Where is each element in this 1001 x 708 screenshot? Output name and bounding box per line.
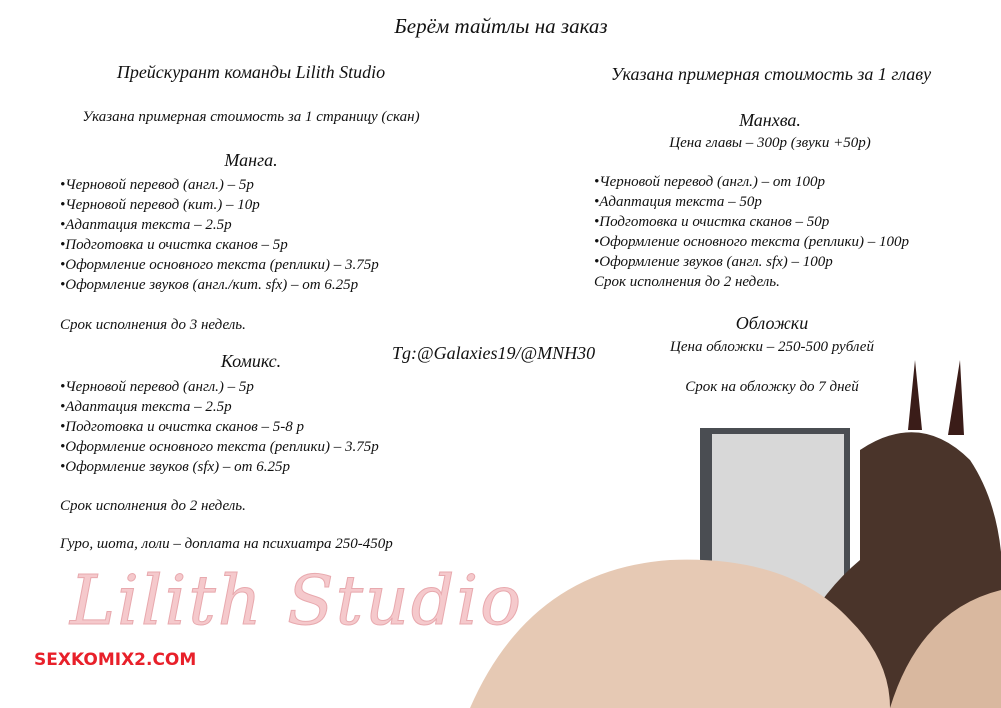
- comics-list: [60, 377, 379, 477]
- list-item: •Оформление основного текста (реплики) – 3.75р: [60, 439, 379, 455]
- list-item: •Оформление звуков (англ./кит. sfx) – от 6.25р: [60, 277, 359, 293]
- list-item: •Адаптация текста – 50р: [594, 194, 762, 210]
- comics-extra: Гуро, шота, лоли – доплата на психиатра 250-450р: [60, 536, 393, 552]
- manhwa-price: Цена главы – 300р (звуки +50р): [669, 135, 871, 151]
- character-illustration: [470, 360, 1001, 708]
- list-item: •Оформление звуков (англ. sfx) – 100р: [594, 254, 833, 270]
- list-item: Срок исполнения до 2 недель.: [594, 274, 780, 290]
- manhwa-title: Манхва.: [739, 110, 801, 130]
- list-item: •Черновой перевод (кит.) – 10р: [60, 197, 260, 213]
- manga-title: Манга.: [224, 150, 278, 170]
- manga-deadline: Срок исполнения до 3 недель.: [60, 317, 246, 333]
- telegram-contact: Tg:@Galaxies19/@MNH30: [392, 343, 596, 363]
- manga-list: [60, 175, 379, 295]
- list-item: •Черновой перевод (англ.) – 5р: [60, 177, 254, 193]
- right-note: Указана примерная стоимость за 1 главу: [610, 64, 932, 84]
- left-note: Указана примерная стоимость за 1 страницу (скан): [82, 109, 420, 125]
- left-heading: Прейскурант команды Lilith Studio: [116, 62, 386, 82]
- covers-title: Обложки: [735, 313, 809, 333]
- list-item: •Оформление основного текста (реплики) – 3.75р: [60, 257, 379, 273]
- horns-shape: [908, 360, 964, 435]
- list-item: •Оформление звуков (sfx) – от 6.25р: [60, 459, 290, 475]
- list-item: •Адаптация текста – 2.5р: [60, 217, 232, 233]
- page-title: Берём тайтлы на заказ: [394, 14, 608, 38]
- manhwa-list: [594, 172, 909, 292]
- list-item: •Подготовка и очистка сканов – 5р: [60, 237, 288, 253]
- list-item: •Оформление основного текста (реплики) – 100р: [594, 234, 909, 250]
- list-item: •Черновой перевод (англ.) – 5р: [60, 379, 254, 395]
- covers-price: Цена обложки – 250-500 рублей: [670, 339, 874, 355]
- list-item: •Черновой перевод (англ.) – от 100р: [594, 174, 825, 190]
- list-item: •Подготовка и очистка сканов – 5-8 р: [60, 419, 304, 435]
- site-logo: SEXKOMIX2.COM: [34, 650, 197, 670]
- comics-deadline: Срок исполнения до 2 недель.: [60, 498, 246, 514]
- list-item: •Подготовка и очистка сканов – 50р: [594, 214, 830, 230]
- watermark-logo: Lilith Studio: [70, 562, 524, 641]
- covers-deadline: Срок на обложку до 7 дней: [685, 379, 859, 395]
- comics-title: Комикс.: [220, 351, 282, 371]
- list-item: •Адаптация текста – 2.5р: [60, 399, 232, 415]
